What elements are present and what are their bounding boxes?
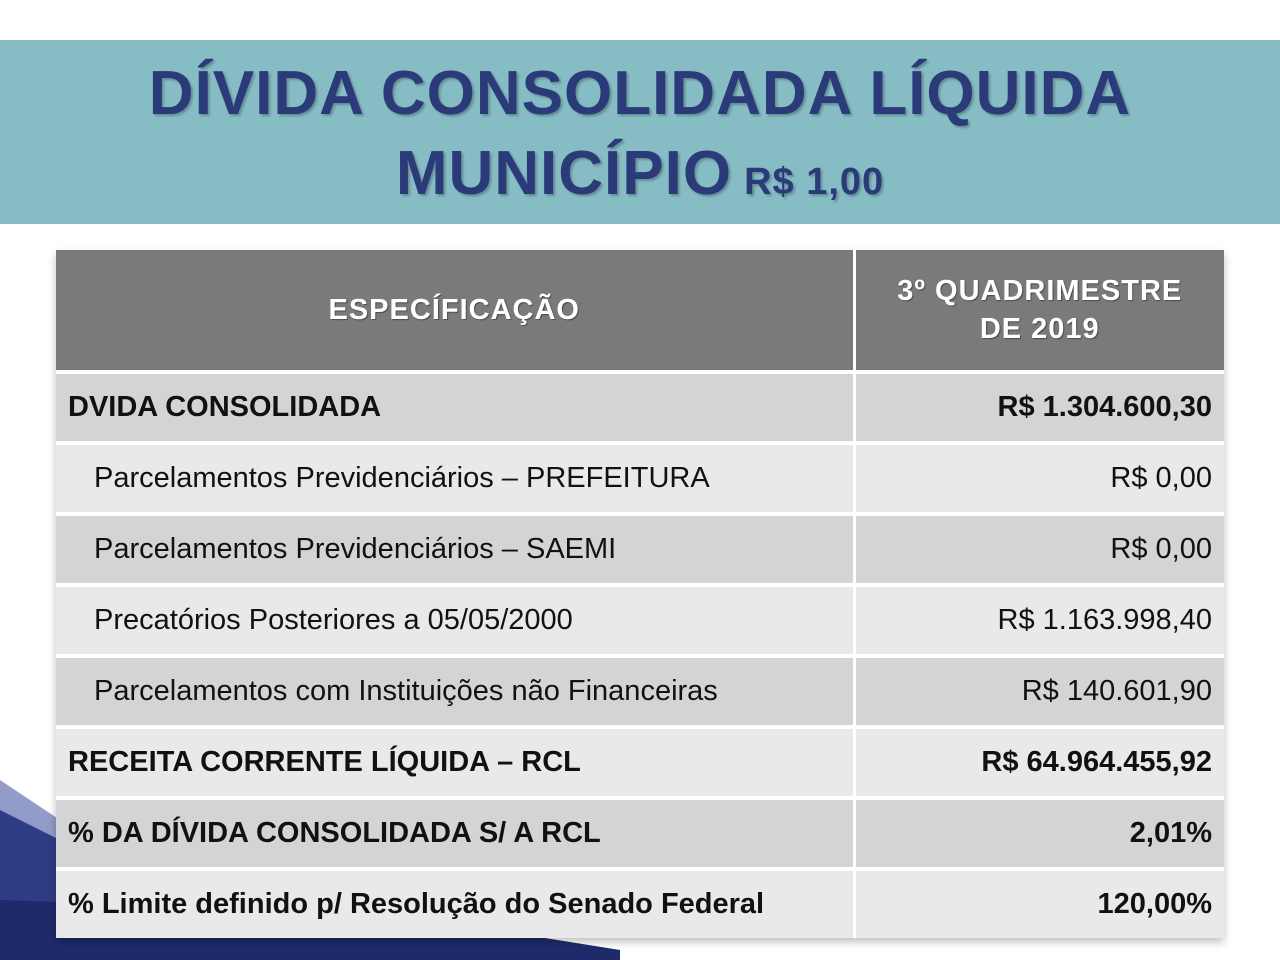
row-value: R$ 0,00 [854,514,1224,585]
debt-table [56,250,1224,938]
header-period-line1: 3º QUADRIMESTRE [897,275,1183,307]
header-period-line2: DE 2019 [979,313,1100,345]
table-row [56,727,1224,798]
table-row [56,869,1224,938]
table-row [56,514,1224,585]
row-value: R$ 1.304.600,30 [854,372,1224,443]
row-value: R$ 140.601,90 [854,656,1224,727]
subtitle-text: MUNICÍPIO [395,139,733,208]
page-subtitle [0,138,1280,209]
table-row [56,443,1224,514]
title-band [0,40,1280,224]
table-row [56,372,1224,443]
table-row [56,585,1224,656]
row-value: 2,01% [854,798,1224,869]
row-value: R$ 0,00 [854,443,1224,514]
row-label: Parcelamentos Previdenciários – SAEMI [56,514,854,585]
row-label: DVIDA CONSOLIDADA [56,372,854,443]
page-title: DÍVIDA CONSOLIDADA LÍQUIDA [148,59,1132,128]
row-label: % Limite definido p/ Resolução do Senado Federal [56,869,854,938]
table-row [56,656,1224,727]
row-value: R$ 1.163.998,40 [854,585,1224,656]
row-label: Parcelamentos Previdenciários – PREFEITURA [56,443,854,514]
table-row [56,798,1224,869]
row-label: Parcelamentos com Instituições não Financeiras [56,656,854,727]
row-label: Precatórios Posteriores a 05/05/2000 [56,585,854,656]
table-header-row [56,250,1224,372]
row-value: 120,00% [854,869,1224,938]
row-label: % DA DÍVIDA CONSOLIDADA S/ A RCL [56,798,854,869]
currency-unit: R$ 1,00 [744,161,885,203]
row-label: RECEITA CORRENTE LÍQUIDA – RCL [56,727,854,798]
row-value: R$ 64.964.455,92 [854,727,1224,798]
header-specification: ESPECÍFICAÇÃO [56,250,854,372]
header-period [854,250,1224,372]
